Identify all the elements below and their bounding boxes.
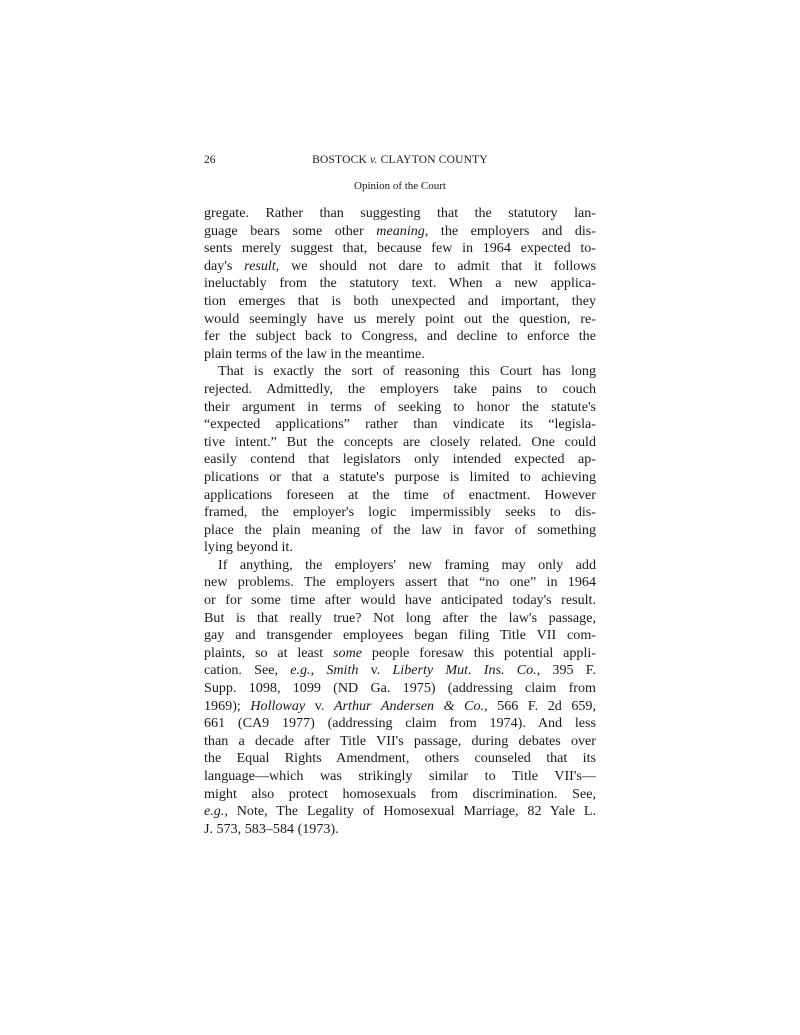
running-head: [204, 150, 596, 170]
text-line: place the plain meaning of the law in favor of something: [204, 521, 596, 538]
text-line: their argument in terms of seeking to honor the statute's: [204, 398, 596, 415]
text-line: Supp. 1098, 1099 (ND Ga. 1975) (addressing claim from: [204, 680, 596, 697]
text-line: gregate. Rather than suggesting that the statutory lan-: [204, 205, 596, 221]
text-line: or for some time after would have anticipated today's result.: [204, 592, 596, 609]
text-line: easily contend that legislators only intended expected ap-: [204, 451, 596, 468]
case-citation: Arthur Andersen & Co.: [333, 697, 485, 714]
text-line: If anything, the employers' new framing may only add: [218, 556, 596, 573]
text-line: than a decade after Title VII's passage, during debates over: [204, 732, 596, 749]
text-line: 1969); Holloway v. Arthur Andersen & Co., 566 F. 2d 659,: [204, 697, 597, 714]
text-line: J. 573, 583–584 (1973).: [204, 820, 339, 837]
text-line: rejected. Admittedly, the employers take pains to couch: [204, 380, 596, 397]
text-line: plain terms of the law in the meantime.: [204, 345, 425, 362]
case-name-versus: v.: [370, 154, 378, 166]
text-line: applications foreseen at the time of enactment. However: [204, 486, 596, 503]
text-line: plications or that a statute's purpose is limited to achieving: [204, 468, 596, 485]
opinion-body: [204, 205, 596, 838]
opinion-label: Opinion of the Court: [354, 180, 446, 192]
text-line: That is exactly the sort of reasoning this Court has long: [218, 363, 596, 380]
text-line: might also protect homosexuals from discrimination. See,: [204, 785, 596, 802]
text-line: cation. See, e.g., Smith v. Liberty Mut. Ins. Co., 395 F.: [204, 662, 597, 679]
page-number: 26: [204, 154, 216, 166]
text-line: the Equal Rights Amendment, others counseled that its: [204, 750, 596, 767]
text-line: framed, the employer's logic impermissibly seeks to dis-: [204, 504, 596, 521]
text-line: lying beyond it.: [204, 539, 293, 556]
text-line: tion emerges that is both unexpected and important, they: [204, 292, 596, 309]
paragraph-3: [204, 557, 596, 839]
text-line: sents merely suggest that, because few in 1964 expected to-: [204, 240, 596, 257]
paragraph-2: [204, 363, 596, 557]
case-citation: Holloway: [250, 697, 306, 714]
text-line: But is that really true? Not long after the law's passage,: [204, 609, 596, 626]
text-line: plaints, so at least some people foresaw this potential appli-: [204, 644, 596, 661]
text-line: “expected applications” rather than vindicate its “legisla-: [204, 416, 596, 433]
text-line: day's result, we should not dare to admit that it follows: [204, 257, 596, 274]
text-line: tive intent.” But the concepts are closely related. One could: [204, 433, 596, 450]
case-name-party-1: BOSTOCK: [312, 154, 367, 166]
text-line: new problems. The employers assert that “no one” in 1964: [204, 574, 596, 591]
case-citation: Liberty Mut. Ins. Co.: [392, 662, 537, 679]
case-citation: Smith: [326, 662, 359, 679]
case-name-party-2: CLAYTON COUNTY: [380, 154, 488, 166]
case-name: [204, 150, 596, 170]
text-line: 661 (CA9 1977) (addressing claim from 1974). And less: [204, 715, 596, 732]
text-line: guage bears some other meaning, the employers and dis-: [204, 222, 596, 239]
text-line: ineluctably from the statutory text. When a new applica-: [204, 275, 596, 292]
text-line: e.g., Note, The Legality of Homosexual Marriage, 82 Yale L.: [204, 803, 596, 820]
text-line: fer the subject back to Congress, and decline to enforce the: [204, 328, 596, 345]
text-line: gay and transgender employees began filing Title VII com-: [204, 627, 596, 644]
text-line: language—which was strikingly similar to Title VII's—: [204, 768, 596, 784]
paragraph-1: [204, 205, 596, 363]
text-line: would seemingly have us merely point out the question, re-: [204, 310, 596, 327]
